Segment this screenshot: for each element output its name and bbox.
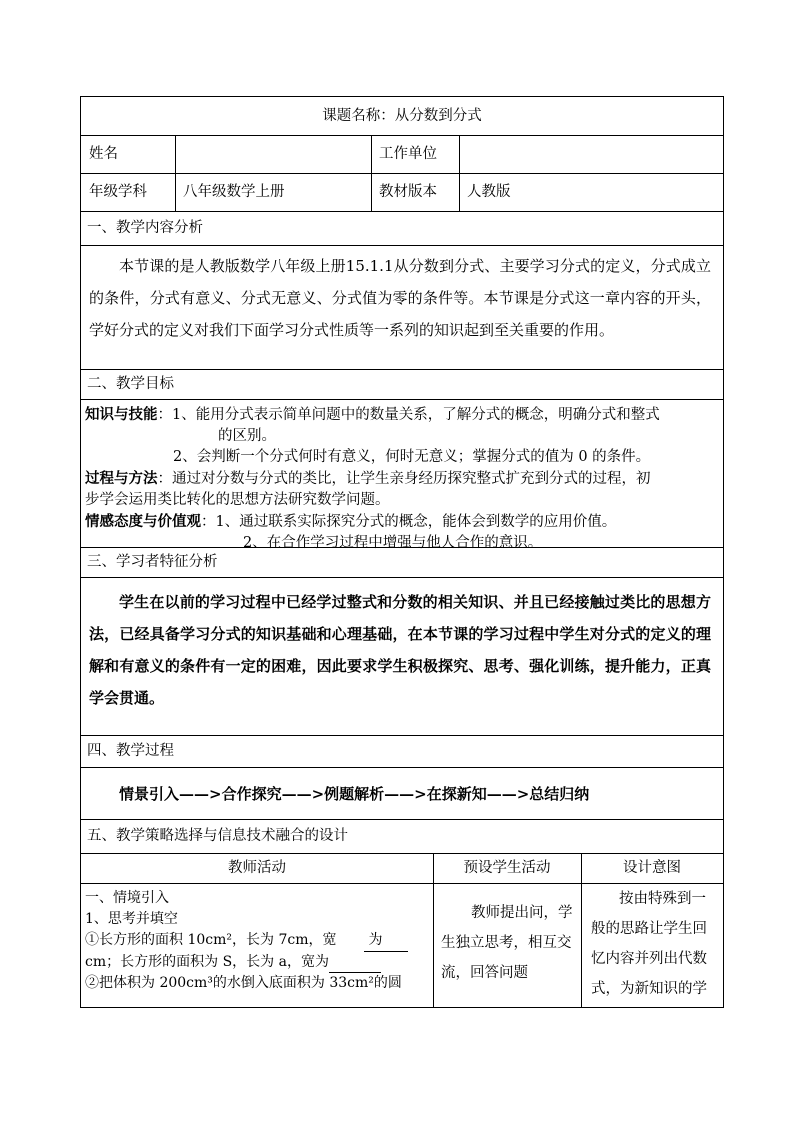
section2-heading: 二、教学目标 [87, 376, 174, 393]
knowledge-text-1b: 的区别。 [218, 428, 276, 444]
section5-body-row [80, 884, 724, 1008]
section1-body-row [80, 246, 724, 370]
section1-heading-row [80, 212, 724, 246]
emotion-text-2: 2、在合作学习过程中增强与他人合作的意识。 [243, 535, 543, 551]
section2-heading-row [80, 370, 724, 400]
process-text-a: ：通过对分数与分式的类比，让学生亲身经历探究整式扩充到分式的过程，初 [157, 471, 651, 487]
knowledge-label: 知识与技能 [85, 406, 158, 423]
col-teacher-header: 教师活动 [228, 860, 286, 877]
section3-body-row [80, 578, 724, 736]
section5-heading-row [80, 820, 724, 854]
title-row [80, 96, 724, 136]
name-value [175, 136, 371, 173]
section4-heading-row [80, 736, 724, 768]
grade-label: 年级学科 [89, 184, 147, 201]
knowledge-line-1 [85, 404, 717, 426]
edition-label: 教材版本 [379, 184, 437, 201]
section2-body-row [80, 400, 724, 551]
knowledge-text-1a: ：1、能用分式表示简单问题中的数量关系，了解分式的概念，明确分式和整式 [157, 407, 660, 423]
teacher-line-4: cm；长方形的面积为 S，长为 a，宽为 [85, 952, 429, 973]
col-intent-header: 设计意图 [623, 860, 681, 877]
section1-text: 本节课的是人教版数学八年级上册15.1.1从分数到分式、主要学习分式的定义，分式成立的条件，分式有意义、分式无意义、分式值为零的条件等。本节课是分式这一章内容的开头，学好分式的定义对我们下面学习分式性质等一系列的知识起到至关重要的作用。 [89, 257, 711, 339]
process-text-b: 步学会运用类比转化的思想方法研究数学问题。 [85, 492, 390, 508]
teacher-line-5: ②把体积为 200cm³的水倒入底面积为 33cm²的圆 [85, 975, 402, 991]
blank-width: 为 [364, 930, 408, 952]
teacher-line-2: 1、思考并填空 [85, 911, 178, 927]
teacher-activity [81, 884, 433, 1007]
unit-value [459, 136, 723, 173]
emotion-text-1: ：1、通过联系实际探究分式的概念，能体会到数学的应用价值。 [201, 514, 617, 530]
grade-value: 八年级数学上册 [183, 184, 285, 201]
section3-text: 学生在以前的学习过程中已经学过整式和分数的相关知识、并且已经接触过类比的思想方法，已经具备学习分式的知识基础和心理基础，在本节课的学习过程中学生对分式的定义的理解和有意义的条件有一定的困难，因此要求学生积极探究、思考、强化训练，提升能力，正真学会贯通。 [89, 593, 711, 707]
unit-label: 工作单位 [379, 146, 437, 163]
info-row-name [80, 136, 724, 174]
section3-heading: 三、学习者特征分析 [87, 554, 218, 571]
knowledge-text-2: 2、会判断一个分式何时有意义，何时无意义；掌握分式的值为 0 的条件。 [173, 449, 651, 465]
edition-value: 人教版 [467, 184, 511, 201]
page-title: 课题名称：从分数到分式 [322, 107, 482, 124]
section1-heading: 一、教学内容分析 [87, 220, 203, 237]
name-label: 姓名 [89, 146, 118, 163]
teacher-line-3: ①长方形的面积 10cm²，长为 7cm，宽 为 [85, 930, 429, 952]
process-line-1 [85, 468, 717, 490]
section5-columns-row [80, 854, 724, 884]
info-row-grade [80, 174, 724, 212]
teacher-line-1: 一、情境引入 [85, 890, 169, 906]
col-student-header: 预设学生活动 [463, 860, 551, 877]
lesson-plan-table [80, 96, 724, 1008]
student-activity: 教师提出问，学生独立思考，相互交流，回答问题 [441, 905, 573, 981]
process-flow: 情景引入——>合作探究——>例题解析——>在探新知——>总结归纳 [119, 785, 590, 803]
blank-width-2 [329, 958, 381, 973]
emotion-line-1 [85, 511, 717, 533]
section4-body-row [80, 768, 724, 820]
objectives [81, 400, 723, 554]
section3-heading-row [80, 548, 724, 578]
section4-heading: 四、教学过程 [87, 743, 174, 760]
process-label: 过程与方法 [85, 470, 158, 487]
emotion-label: 情感态度与价值观 [85, 513, 201, 530]
design-intent: 按由特殊到一般的思路让学生回忆内容并列出代数式，为新知识的学 [591, 891, 707, 997]
section5-heading: 五、教学策略选择与信息技术融合的设计 [87, 828, 348, 845]
